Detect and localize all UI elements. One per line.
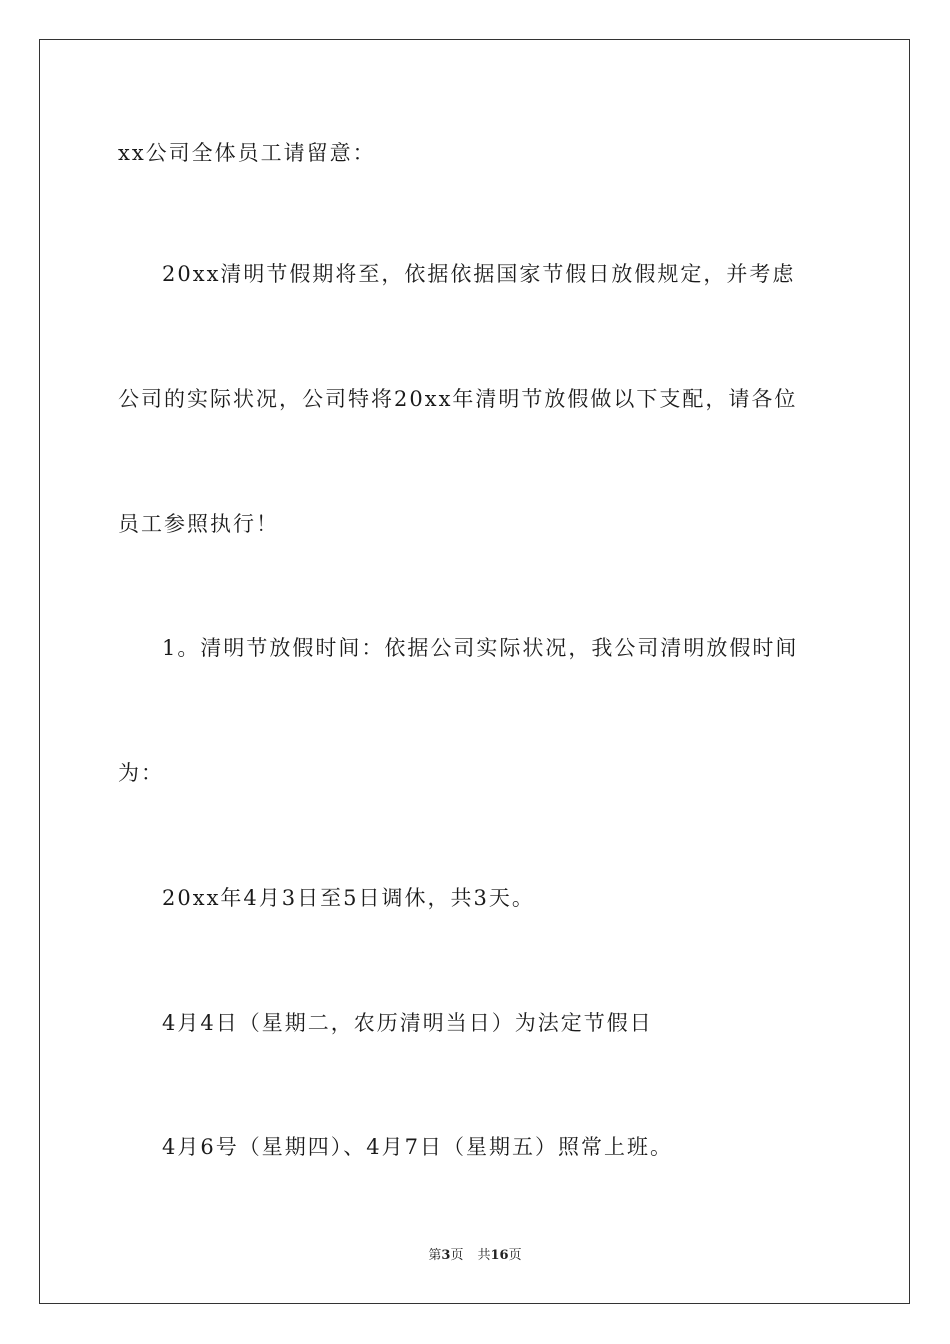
paragraph-1-line-1: 20xx清明节假期将至，依据依据国家节假日放假规定，并考虑 [162,262,796,286]
salutation: xx公司全体员工请留意： [118,141,376,165]
paragraph-1-line-3: 员工参照执行！ [118,512,279,536]
total-suffix: 页 [508,1248,522,1263]
page-number: 3 [441,1248,451,1263]
page-footer [0,1247,950,1265]
paragraph-4: 4月4日（星期二，农历清明当日）为法定节假日 [162,1011,653,1035]
paragraph-1-line-2: 公司的实际状况，公司特将20xx年清明节放假做以下支配，请各位 [118,387,798,411]
page-prefix: 第 [428,1248,442,1263]
total-pages: 16 [490,1248,509,1263]
paragraph-2-line-1: 1。清明节放假时间：依据公司实际状况，我公司清明放假时间 [162,636,799,660]
paragraph-2-line-2: 为： [118,761,164,785]
paragraph-3: 20xx年4月3日至5日调休，共3天。 [162,886,535,910]
page-border [39,39,910,1304]
page-suffix: 页 [450,1248,464,1263]
total-prefix: 共 [477,1248,491,1263]
paragraph-5: 4月6号（星期四）、4月7日（星期五）照常上班。 [162,1135,673,1159]
